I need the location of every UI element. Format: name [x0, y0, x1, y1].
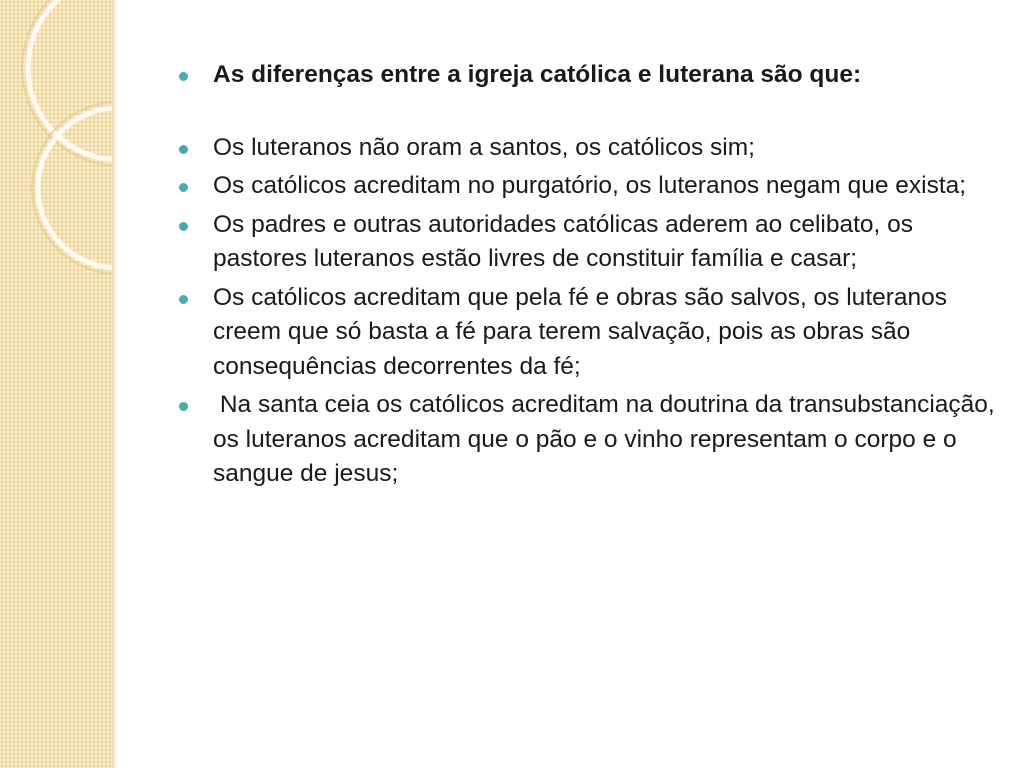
bullet-text: Na santa ceia os católicos acreditam na doutrina da transubstanciação, os luteranos acreditam que o pão e o vinho representam o corpo e o sangue de jesus;: [213, 391, 1002, 487]
decorative-circles-icon: [0, 0, 113, 768]
decorative-side-panel: [0, 0, 113, 768]
bullet-item-heading: [176, 58, 1006, 93]
panel-shadow: [114, 0, 118, 768]
bullet-dot-icon: [179, 183, 188, 192]
bullet-dot-icon: [179, 402, 188, 411]
bullet-text: Os católicos acreditam no purgatório, os luteranos negam que exista;: [213, 172, 967, 199]
bullet-dot-icon: [179, 295, 188, 304]
bullet-item: [176, 208, 1006, 277]
bullet-item: [176, 281, 1006, 385]
bullet-text: As diferenças entre a igreja católica e luterana são que:: [213, 61, 862, 88]
bullet-text: Os luteranos não oram a santos, os católicos sim;: [213, 133, 755, 161]
bullet-dot-icon: [179, 145, 188, 154]
bullet-dot-icon: [179, 72, 188, 81]
bullet-text: Os padres e outras autoridades católicas aderem ao celibato, os pastores luteranos estão livres de constituir família e casar;: [213, 210, 914, 272]
bullet-dot-icon: [179, 222, 188, 231]
bullet-text: Os católicos acreditam que pela fé e obras são salvos, os luteranos creem que só basta a fé para terem salvação, pois as obras são consequências decorrentes da fé;: [213, 283, 948, 380]
bullet-item: [176, 169, 1006, 204]
bullet-list: [176, 58, 1006, 496]
bullet-item: [176, 388, 1006, 492]
bullet-item: [176, 131, 1006, 166]
